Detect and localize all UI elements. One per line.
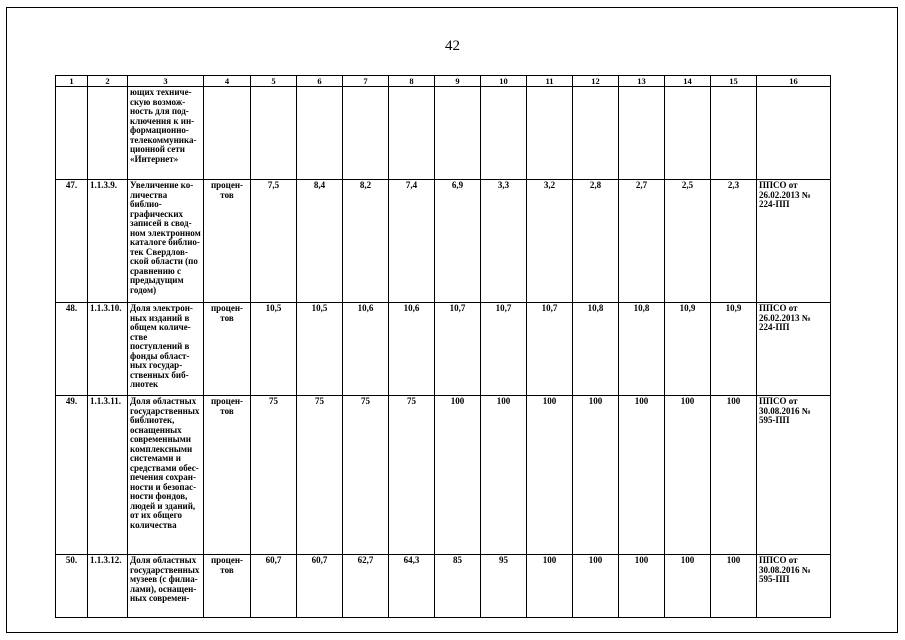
- cell-source: ППСО от 30.08.2016 № 595-ПП: [757, 555, 831, 618]
- table-row: [56, 555, 831, 618]
- cell-unit: процен-тов: [204, 555, 251, 618]
- cell-value: 3,2: [527, 180, 573, 303]
- cell-value: 100: [665, 555, 711, 618]
- cell-value: 60,7: [251, 555, 297, 618]
- table-row: [56, 396, 831, 555]
- cell-code: 1.1.3.12.: [88, 555, 128, 618]
- cell-value: 10,6: [389, 303, 435, 396]
- cell-value: 10,5: [251, 303, 297, 396]
- column-header: 3: [128, 76, 204, 87]
- cell-value: 3,3: [481, 180, 527, 303]
- cell-indicator: ющих техниче-скую возмож-ность для под-ключения к ин-формационно-телекоммуника-ционной сети «Интернет»: [128, 87, 204, 180]
- cell-unit: процен-тов: [204, 396, 251, 555]
- column-header: 11: [527, 76, 573, 87]
- cell-no: 50.: [56, 555, 88, 618]
- cell-value: 100: [619, 555, 665, 618]
- cell-indicator: Доля областных государственных музеев (с филиа-лами), оснащен-ных современ-: [128, 555, 204, 618]
- cell-value: 10,7: [527, 303, 573, 396]
- cell-value: 100: [527, 396, 573, 555]
- cell-value: 100: [481, 396, 527, 555]
- cell-value: 100: [619, 396, 665, 555]
- cell-value: 64,3: [389, 555, 435, 618]
- cell-value: 100: [527, 555, 573, 618]
- cell-indicator: Увеличение ко-личества библио-графических записей в свод-ном электронном каталоге библио-тек Свердлов-ской области (по сравнению с предыдущим годом): [128, 180, 204, 303]
- table-row: [56, 180, 831, 303]
- cell-source: ППСО от 26.02.2013 № 224-ПП: [757, 303, 831, 396]
- column-header: 4: [204, 76, 251, 87]
- cell-value: 2,7: [619, 180, 665, 303]
- cell-value: 6,9: [435, 180, 481, 303]
- cell-value: 8,4: [297, 180, 343, 303]
- indicators-table: [55, 75, 831, 618]
- cell-no: 47.: [56, 180, 88, 303]
- cell-value: 7,4: [389, 180, 435, 303]
- cell-value: 2,5: [665, 180, 711, 303]
- cell-source: ППСО от 26.02.2013 № 224-ПП: [757, 180, 831, 303]
- table-row: [56, 87, 831, 180]
- cell-unit: процен-тов: [204, 303, 251, 396]
- cell-value: 100: [573, 555, 619, 618]
- cell-value: 75: [251, 396, 297, 555]
- cell-value: 8,2: [343, 180, 389, 303]
- cell-value: 10,8: [573, 303, 619, 396]
- cell-indicator: Доля электрон-ных изданий в общем количе-стве поступлений в фонды област-ных государ-ственных биб-лиотек: [128, 303, 204, 396]
- cell-value: 2,8: [573, 180, 619, 303]
- cell-source: ППСО от 30.08.2016 № 595-ПП: [757, 396, 831, 555]
- cell-code: 1.1.3.11.: [88, 396, 128, 555]
- header-row: [56, 76, 831, 87]
- cell-value: 60,7: [297, 555, 343, 618]
- cell-no: [56, 87, 88, 180]
- column-header: 13: [619, 76, 665, 87]
- column-header: 7: [343, 76, 389, 87]
- column-header: 6: [297, 76, 343, 87]
- cell-value: 10,7: [435, 303, 481, 396]
- cell-value: 100: [711, 555, 757, 618]
- column-header: 5: [251, 76, 297, 87]
- column-header: 14: [665, 76, 711, 87]
- cell-value: 62,7: [343, 555, 389, 618]
- cell-value: 7,5: [251, 180, 297, 303]
- cell-value: 100: [711, 396, 757, 555]
- cell-indicator: Доля областных государственных библиотек, оснащенных современными комплексными системами и средствами обес-печения сохран-ности и безопас-ности фондов, людей и зданий, от их общего количества: [128, 396, 204, 555]
- page-number: 42: [445, 38, 460, 54]
- cell-value: 85: [435, 555, 481, 618]
- cell-value: 75: [389, 396, 435, 555]
- column-header: 1: [56, 76, 88, 87]
- cell-value: 100: [573, 396, 619, 555]
- column-header: 12: [573, 76, 619, 87]
- cell-code: 1.1.3.9.: [88, 180, 128, 303]
- cell-no: 49.: [56, 396, 88, 555]
- cell-value: 10,6: [343, 303, 389, 396]
- cell-value: 100: [435, 396, 481, 555]
- column-header: 15: [711, 76, 757, 87]
- column-header: 9: [435, 76, 481, 87]
- cell-value: 10,8: [619, 303, 665, 396]
- cell-value: 75: [297, 396, 343, 555]
- column-header: 2: [88, 76, 128, 87]
- cell-code: [88, 87, 128, 180]
- cell-no: 48.: [56, 303, 88, 396]
- column-header: 16: [757, 76, 831, 87]
- column-header: 10: [481, 76, 527, 87]
- cell-value: 10,9: [711, 303, 757, 396]
- cell-value: 10,7: [481, 303, 527, 396]
- cell-unit: процен-тов: [204, 180, 251, 303]
- cell-value: 95: [481, 555, 527, 618]
- cell-value: 10,5: [297, 303, 343, 396]
- cell-code: 1.1.3.10.: [88, 303, 128, 396]
- cell-value: 75: [343, 396, 389, 555]
- cell-value: 2,3: [711, 180, 757, 303]
- cell-value: 10,9: [665, 303, 711, 396]
- column-header: 8: [389, 76, 435, 87]
- table-row: [56, 303, 831, 396]
- cell-value: 100: [665, 396, 711, 555]
